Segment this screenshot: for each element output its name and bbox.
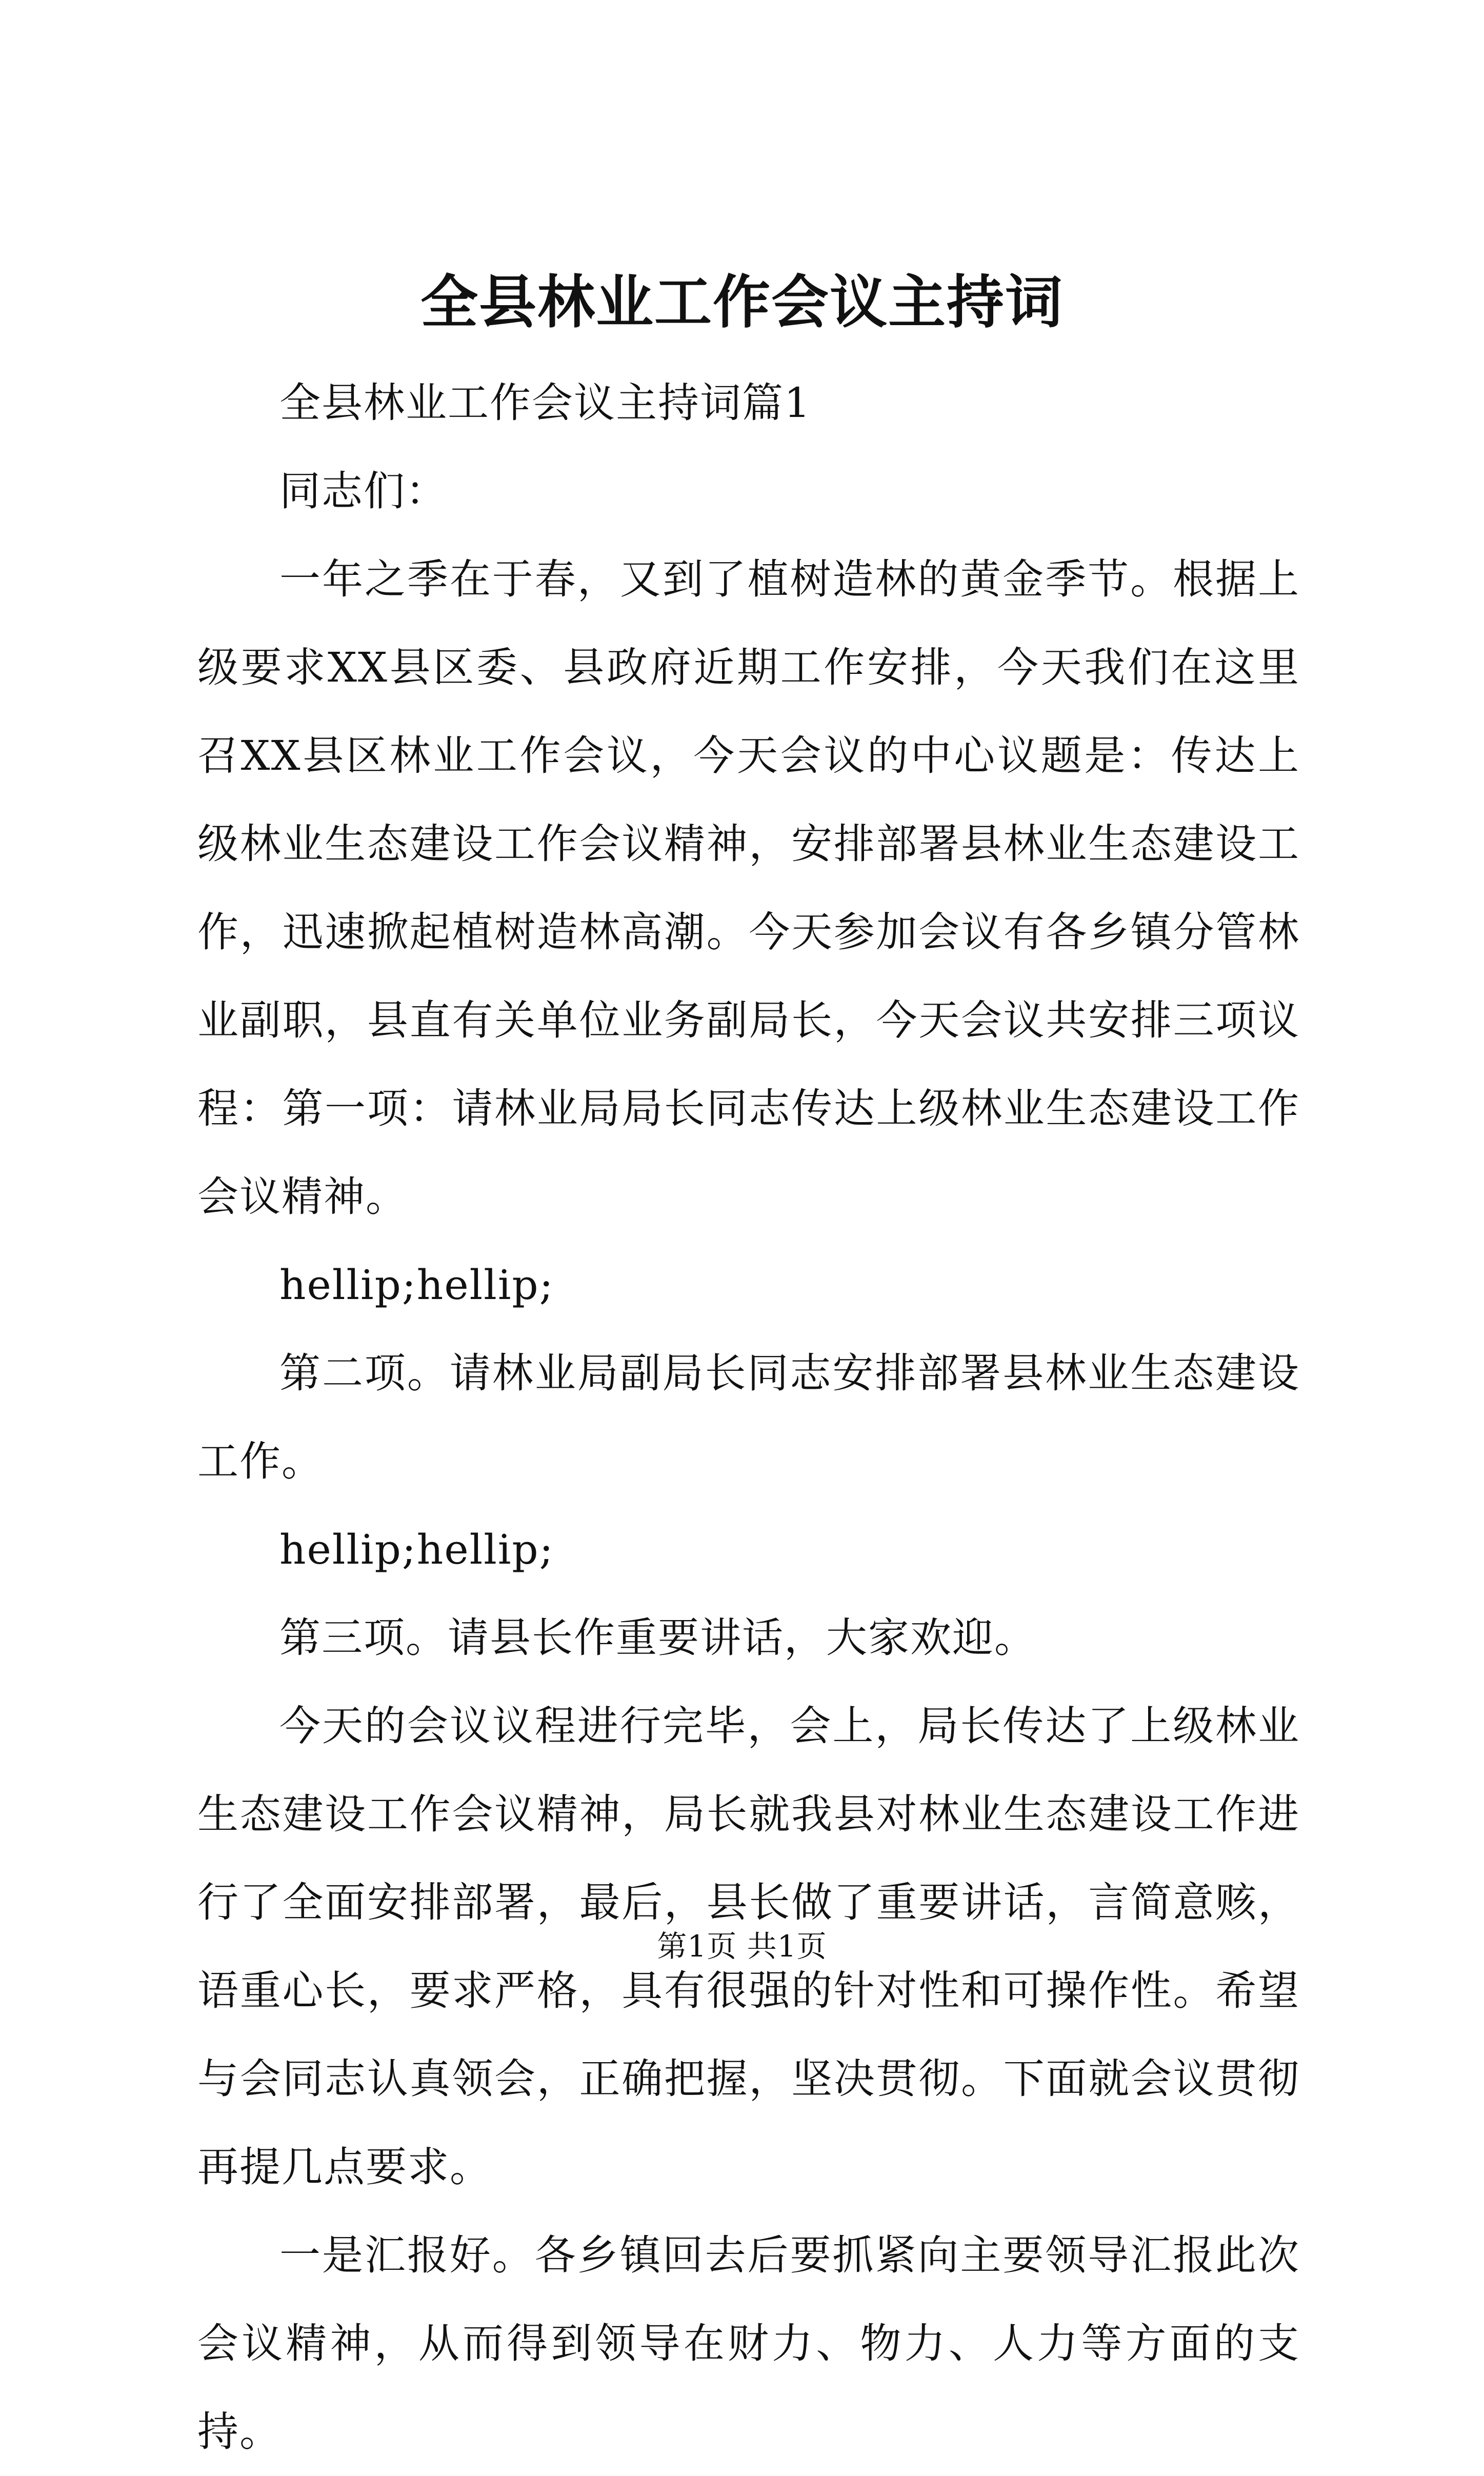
paragraph-salutation: 同志们： (279, 467, 448, 515)
paragraph-summary: 今天的会议议程进行完毕，会上，局长传达了上级林业生态建设工作会议精神，局长就我县对林业生态建设工作进行了全面安排部署，最后，县长做了重要讲话，言简意赅，语重心长，要求严格，具有很强的针对性和可操作性。希望与会同志认真领会，正确把握，坚决贯彻。下面就会议贯彻再提几点要求。 (197, 1702, 1300, 2191)
paragraph-agenda-item-3: 第三项。请县长作重要讲话，大家欢迎。 (279, 1614, 1036, 1662)
document-body (197, 359, 1300, 2476)
paragraph-opening: 一年之季在于春，又到了植树造林的黄金季节。根据上级要求XX县区委、县政府近期工作安排，今天我们在这里召XX县区林业工作会议，今天会议的中心议题是：传达上级林业生态建设工作会议精神，安排部署县林业生态建设工作，迅速掀起植树造林高潮。今天参加会议有各乡镇分管林业副职，县直有关单位业务副局长，今天会议共安排三项议程：第一项：请林业局局长同志传达上级林业生态建设工作会议精神。 (197, 555, 1300, 1221)
paragraph-ellipsis: hellip;hellip; (279, 1526, 554, 1573)
paragraph-ellipsis: hellip;hellip; (279, 1261, 554, 1309)
page-footer: 第1页 共1页 (657, 1929, 827, 1964)
document-title: 全县林业工作会议主持词 (420, 269, 1064, 336)
paragraph-agenda-item-2: 第二项。请林业局副局长同志安排部署县林业生态建设工作。 (197, 1349, 1300, 1485)
paragraph-requirement-1: 一是汇报好。各乡镇回去后要抓紧向主要领导汇报此次会议精神，从而得到领导在财力、物力、人力等方面的支持。 (197, 2231, 1300, 2455)
paragraph-subtitle: 全县林业工作会议主持词篇1 (279, 379, 811, 427)
